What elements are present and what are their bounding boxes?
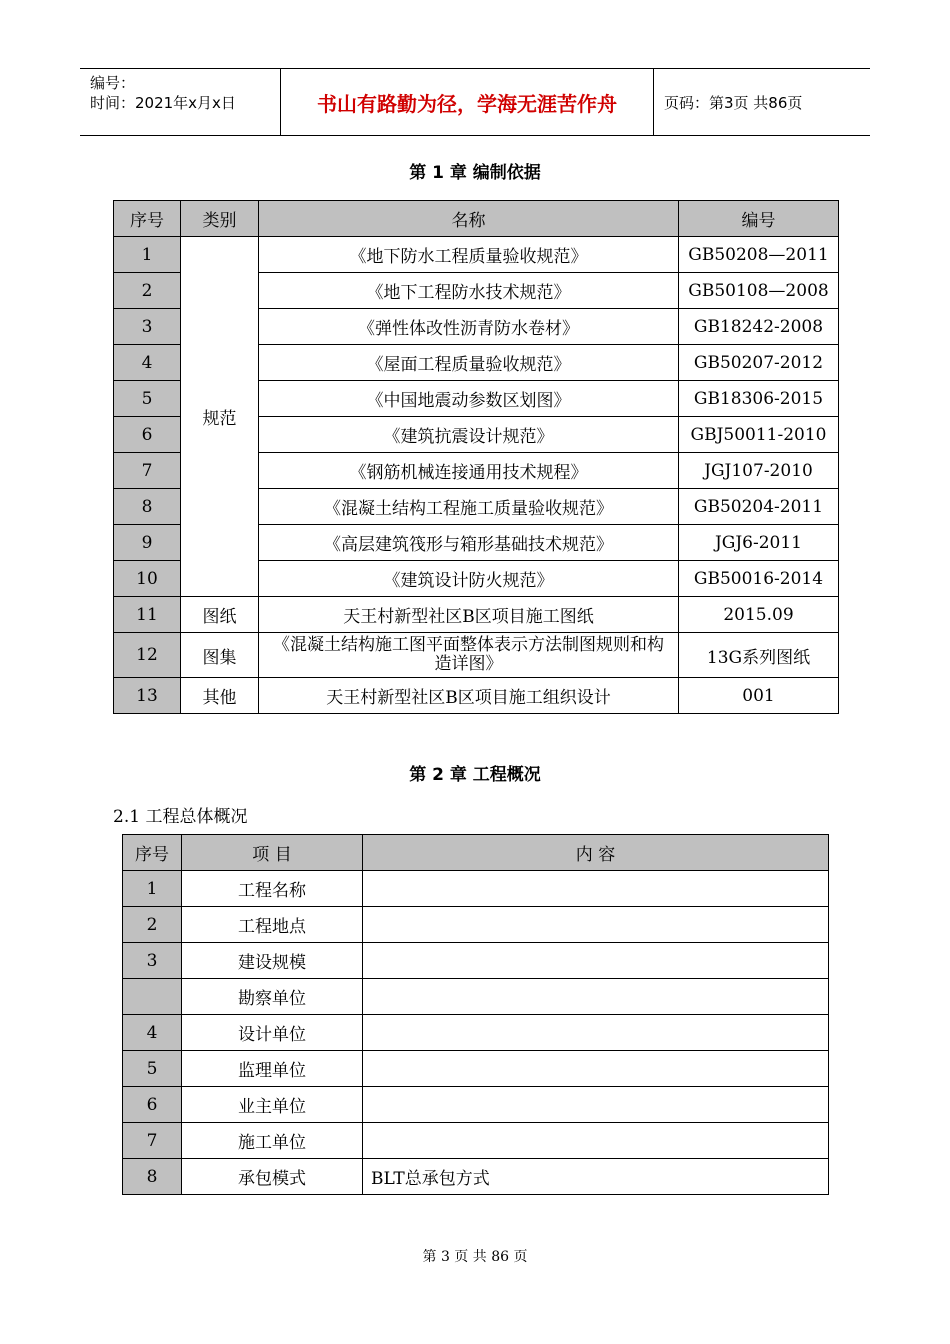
page-footer: 第 3 页 共 86 页 bbox=[422, 1249, 528, 1265]
item-cell: 设计单位 bbox=[182, 1015, 363, 1051]
basis-table bbox=[113, 200, 839, 714]
row-number: 12 bbox=[114, 633, 181, 678]
table-row bbox=[114, 597, 839, 633]
doc-name: 《钢筋机械连接通用技术规程》 bbox=[259, 453, 679, 489]
doc-code: GB50108—2008 bbox=[679, 273, 839, 309]
content-cell bbox=[363, 1123, 829, 1159]
doc-code: GB50204-2011 bbox=[679, 489, 839, 525]
overview-table-header bbox=[123, 835, 829, 871]
table-row bbox=[123, 979, 829, 1015]
content-cell bbox=[363, 979, 829, 1015]
table-row bbox=[114, 237, 839, 273]
item-cell: 建设规模 bbox=[182, 943, 363, 979]
section-title: 2.1 工程总体概况 bbox=[113, 807, 248, 827]
table-row bbox=[123, 1123, 829, 1159]
row-number: 3 bbox=[123, 943, 182, 979]
item-cell: 业主单位 bbox=[182, 1087, 363, 1123]
row-number: 13 bbox=[114, 678, 181, 714]
row-number: 6 bbox=[123, 1087, 182, 1123]
category-cell: 规范 bbox=[181, 237, 259, 597]
basis-table-header bbox=[114, 201, 839, 237]
category-cell: 图集 bbox=[181, 633, 259, 678]
table-row bbox=[123, 871, 829, 907]
content-cell bbox=[363, 943, 829, 979]
table-row bbox=[123, 1015, 829, 1051]
content-cell bbox=[363, 1015, 829, 1051]
content-cell bbox=[363, 1051, 829, 1087]
col-header: 内 容 bbox=[363, 835, 829, 871]
content-cell bbox=[363, 1087, 829, 1123]
doc-code: GB18306-2015 bbox=[679, 381, 839, 417]
content-cell bbox=[363, 871, 829, 907]
row-number: 2 bbox=[123, 907, 182, 943]
table-row bbox=[114, 678, 839, 714]
doc-code: 2015.09 bbox=[679, 597, 839, 633]
chapter1-title: 第 1 章 编制依据 bbox=[409, 163, 541, 183]
item-cell: 工程名称 bbox=[182, 871, 363, 907]
table-row bbox=[123, 1051, 829, 1087]
doc-code: 13G系列图纸 bbox=[679, 633, 839, 678]
header-motto: 书山有路勤为径，学海无涯苦作舟 bbox=[281, 69, 654, 135]
row-number: 3 bbox=[114, 309, 181, 345]
header-number: 编号： bbox=[90, 74, 136, 92]
col-header: 项 目 bbox=[182, 835, 363, 871]
row-number: 8 bbox=[114, 489, 181, 525]
doc-name: 《弹性体改性沥青防水卷材》 bbox=[259, 309, 679, 345]
doc-name: 天王村新型社区B区项目施工组织设计 bbox=[259, 678, 679, 714]
content-cell: BLT总承包方式 bbox=[363, 1159, 829, 1195]
header-meta bbox=[80, 69, 281, 135]
content-cell bbox=[363, 907, 829, 943]
category-cell: 图纸 bbox=[181, 597, 259, 633]
item-cell: 施工单位 bbox=[182, 1123, 363, 1159]
doc-name: 《混凝土结构施工图平面整体表示方法制图规则和构造详图》 bbox=[259, 633, 679, 678]
row-number: 1 bbox=[114, 237, 181, 273]
item-cell: 监理单位 bbox=[182, 1051, 363, 1087]
table-row bbox=[123, 1087, 829, 1123]
overview-table bbox=[122, 834, 829, 1195]
doc-code: GB50016-2014 bbox=[679, 561, 839, 597]
page-header bbox=[80, 68, 870, 136]
doc-code: GB50208—2011 bbox=[679, 237, 839, 273]
row-number: 2 bbox=[114, 273, 181, 309]
row-number: 4 bbox=[123, 1015, 182, 1051]
row-number: 7 bbox=[123, 1123, 182, 1159]
item-cell: 工程地点 bbox=[182, 907, 363, 943]
doc-name: 《屋面工程质量验收规范》 bbox=[259, 345, 679, 381]
doc-code: GB18242-2008 bbox=[679, 309, 839, 345]
row-number: 5 bbox=[123, 1051, 182, 1087]
doc-code: JGJ107-2010 bbox=[679, 453, 839, 489]
doc-name: 天王村新型社区B区项目施工图纸 bbox=[259, 597, 679, 633]
header-time: 时间：2021年x月x日 bbox=[90, 94, 236, 112]
row-number: 11 bbox=[114, 597, 181, 633]
col-header: 序号 bbox=[114, 201, 181, 237]
row-number bbox=[123, 979, 182, 1015]
table-row bbox=[123, 907, 829, 943]
table-row bbox=[123, 1159, 829, 1195]
doc-name: 《建筑抗震设计规范》 bbox=[259, 417, 679, 453]
doc-name: 《地下工程防水技术规范》 bbox=[259, 273, 679, 309]
doc-name: 《高层建筑筏形与箱形基础技术规范》 bbox=[259, 525, 679, 561]
doc-name: 《建筑设计防火规范》 bbox=[259, 561, 679, 597]
doc-name: 《混凝土结构工程施工质量验收规范》 bbox=[259, 489, 679, 525]
row-number: 7 bbox=[114, 453, 181, 489]
doc-code: GBJ50011-2010 bbox=[679, 417, 839, 453]
doc-name: 《地下防水工程质量验收规范》 bbox=[259, 237, 679, 273]
doc-code: JGJ6-2011 bbox=[679, 525, 839, 561]
chapter2-title: 第 2 章 工程概况 bbox=[409, 765, 541, 785]
item-cell: 勘察单位 bbox=[182, 979, 363, 1015]
doc-code: GB50207-2012 bbox=[679, 345, 839, 381]
row-number: 1 bbox=[123, 871, 182, 907]
col-header: 序号 bbox=[123, 835, 182, 871]
col-header: 类别 bbox=[181, 201, 259, 237]
row-number: 4 bbox=[114, 345, 181, 381]
col-header: 名称 bbox=[259, 201, 679, 237]
row-number: 5 bbox=[114, 381, 181, 417]
category-cell: 其他 bbox=[181, 678, 259, 714]
row-number: 9 bbox=[114, 525, 181, 561]
table-row bbox=[123, 943, 829, 979]
table-row bbox=[114, 633, 839, 678]
row-number: 8 bbox=[123, 1159, 182, 1195]
header-page-info: 页码：第3页 共86页 bbox=[664, 93, 803, 112]
doc-name: 《中国地震动参数区划图》 bbox=[259, 381, 679, 417]
row-number: 6 bbox=[114, 417, 181, 453]
item-cell: 承包模式 bbox=[182, 1159, 363, 1195]
row-number: 10 bbox=[114, 561, 181, 597]
col-header: 编号 bbox=[679, 201, 839, 237]
doc-code: 001 bbox=[679, 678, 839, 714]
